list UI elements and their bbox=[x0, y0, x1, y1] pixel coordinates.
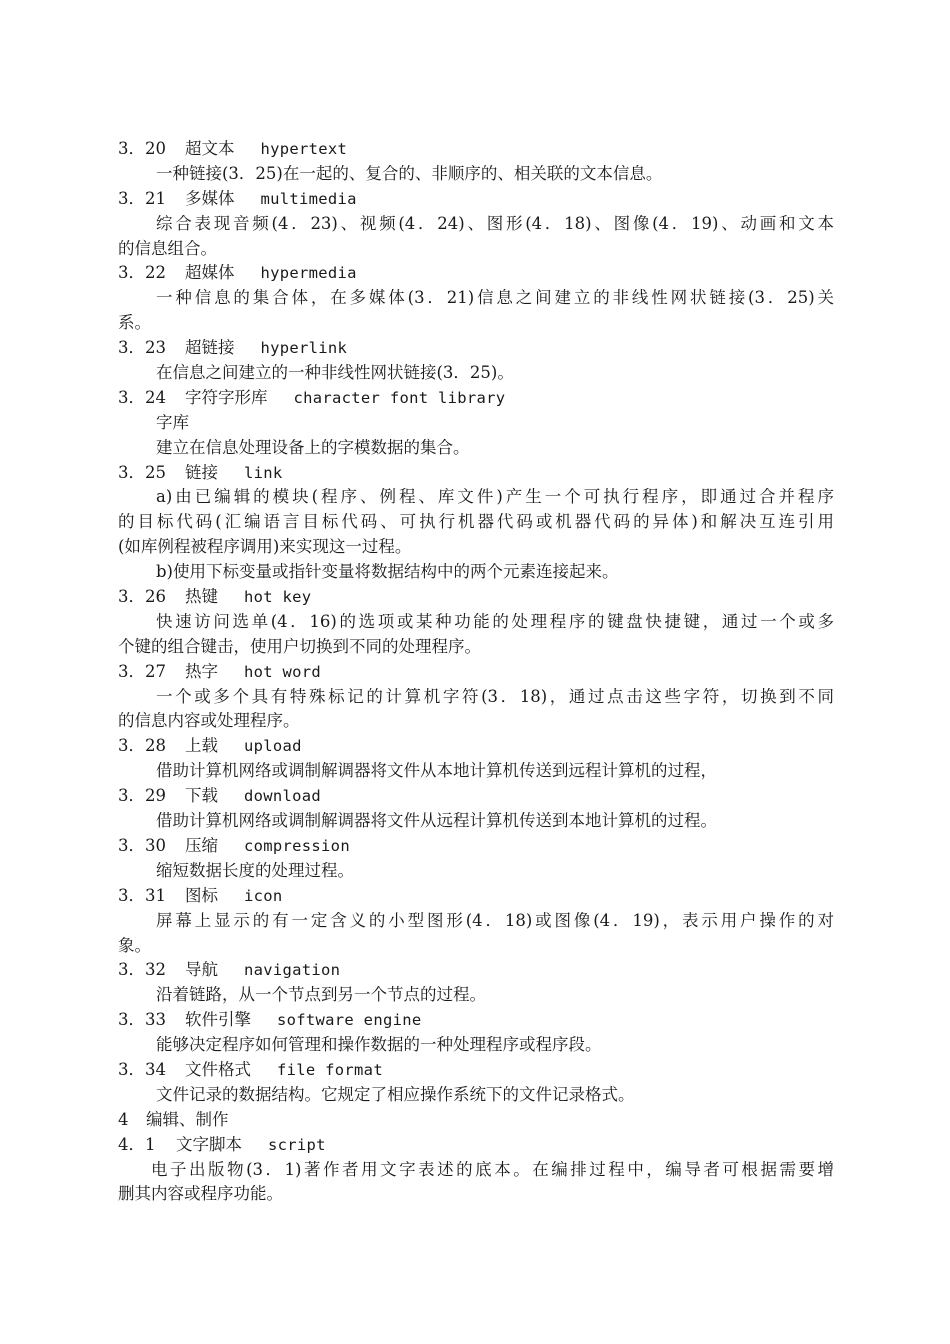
section-heading: 4 编辑、制作 bbox=[118, 1109, 229, 1129]
entry-body: 电子出版物(3．1)著作者用文字表述的底本。在编排过程中，编导者可根据需要增 bbox=[151, 1159, 834, 1179]
entry-alt-term: 字库 bbox=[156, 412, 189, 432]
entry-body: 借助计算机网络或调制解调器将文件从远程计算机传送到本地计算机的过程。 bbox=[156, 811, 717, 831]
entry-body: 文件记录的数据结构。它规定了相应操作系统下的文件记录格式。 bbox=[156, 1084, 635, 1104]
entry-body: 一个或多个具有特殊标记的计算机字符(3．18)，通过点击这些字符，切换到不同 bbox=[156, 686, 834, 706]
entry-heading: 3．25 链接 link bbox=[118, 462, 283, 482]
entry-body: 综合表现音频(4．23)、视频(4．24)、图形(4．18)、图像(4．19)、动画和文本 bbox=[156, 213, 834, 233]
entry-heading: 3．26 热键 hot key bbox=[118, 587, 312, 607]
entry-body: (如库例程被程序调用)来实现这一过程。 bbox=[118, 537, 412, 557]
entry-body: 一种信息的集合体，在多媒体(3．21)信息之间建立的非线性网状链接(3．25)关 bbox=[156, 288, 834, 308]
entry-heading: 3．34 文件格式 file format bbox=[118, 1059, 383, 1079]
entry-heading: 3．20 超文本 hypertext bbox=[118, 139, 348, 158]
entry-heading: 3．31 图标 icon bbox=[118, 885, 283, 905]
entry-body: 建立在信息处理设备上的字模数据的集合。 bbox=[156, 437, 470, 457]
entry-heading: 3．21 多媒体 multimedia bbox=[118, 188, 357, 208]
entry-heading: 3．30 压缩 compression bbox=[118, 835, 350, 855]
entry-heading: 3．23 超链接 hyperlink bbox=[118, 338, 348, 358]
entry-heading: 3．28 上载 upload bbox=[118, 736, 302, 756]
entry-body: 屏幕上显示的有一定含义的小型图形(4．18)或图像(4．19)，表示用户操作的对 bbox=[156, 910, 834, 930]
entry-body: 删其内容或程序功能。 bbox=[118, 1184, 283, 1204]
entry-body: 一种链接(3．25)在一起的、复合的、非顺序的、相关联的文本信息。 bbox=[156, 163, 663, 183]
entry-heading: 3．24 字符字形库 character font library bbox=[118, 387, 506, 407]
entry-body: 的目标代码(汇编语言目标代码、可执行机器代码或机器代码的异体)和解决互连引用 bbox=[118, 512, 834, 532]
entry-body: 能够决定程序如何管理和操作数据的一种处理程序或程序段。 bbox=[156, 1035, 602, 1055]
entry-body: 沿着链路，从一个节点到另一个节点的过程。 bbox=[156, 985, 486, 1005]
entry-body: 的信息内容或处理程序。 bbox=[118, 711, 300, 731]
entry-heading: 3．33 软件引擎 software engine bbox=[118, 1010, 422, 1030]
entry-body: 快速访问选单(4．16)的选项或某种功能的处理程序的键盘快捷键，通过一个或多 bbox=[156, 611, 834, 631]
entry-heading: 3．32 导航 navigation bbox=[118, 960, 341, 980]
entry-body: 系。 bbox=[118, 313, 151, 333]
entry-heading: 3．22 超媒体 hypermedia bbox=[118, 263, 357, 283]
entry-body: 借助计算机网络或调制解调器将文件从本地计算机传送到远程计算机的过程， bbox=[156, 761, 717, 781]
entry-body: 象。 bbox=[118, 935, 151, 955]
entry-body: 缩短数据长度的处理过程。 bbox=[156, 860, 354, 880]
entry-heading: 3．27 热字 hot word bbox=[118, 661, 322, 681]
document-page bbox=[118, 137, 834, 1207]
entry-body: 的信息组合。 bbox=[118, 238, 217, 258]
entry-body: b)使用下标变量或指针变量将数据结构中的两个元素连接起来。 bbox=[156, 562, 619, 582]
entry-heading: 3．29 下载 download bbox=[118, 786, 322, 806]
entry-body: 在信息之间建立的一种非线性网状链接(3．25)。 bbox=[156, 363, 514, 383]
entry-body: 个键的组合键击，使用户切换到不同的处理程序。 bbox=[118, 636, 481, 656]
entry-body: a)由已编辑的模块(程序、例程、库文件)产生一个可执行程序，即通过合并程序 bbox=[156, 487, 834, 507]
entry-heading: 4．1 文字脚本 script bbox=[118, 1134, 326, 1154]
